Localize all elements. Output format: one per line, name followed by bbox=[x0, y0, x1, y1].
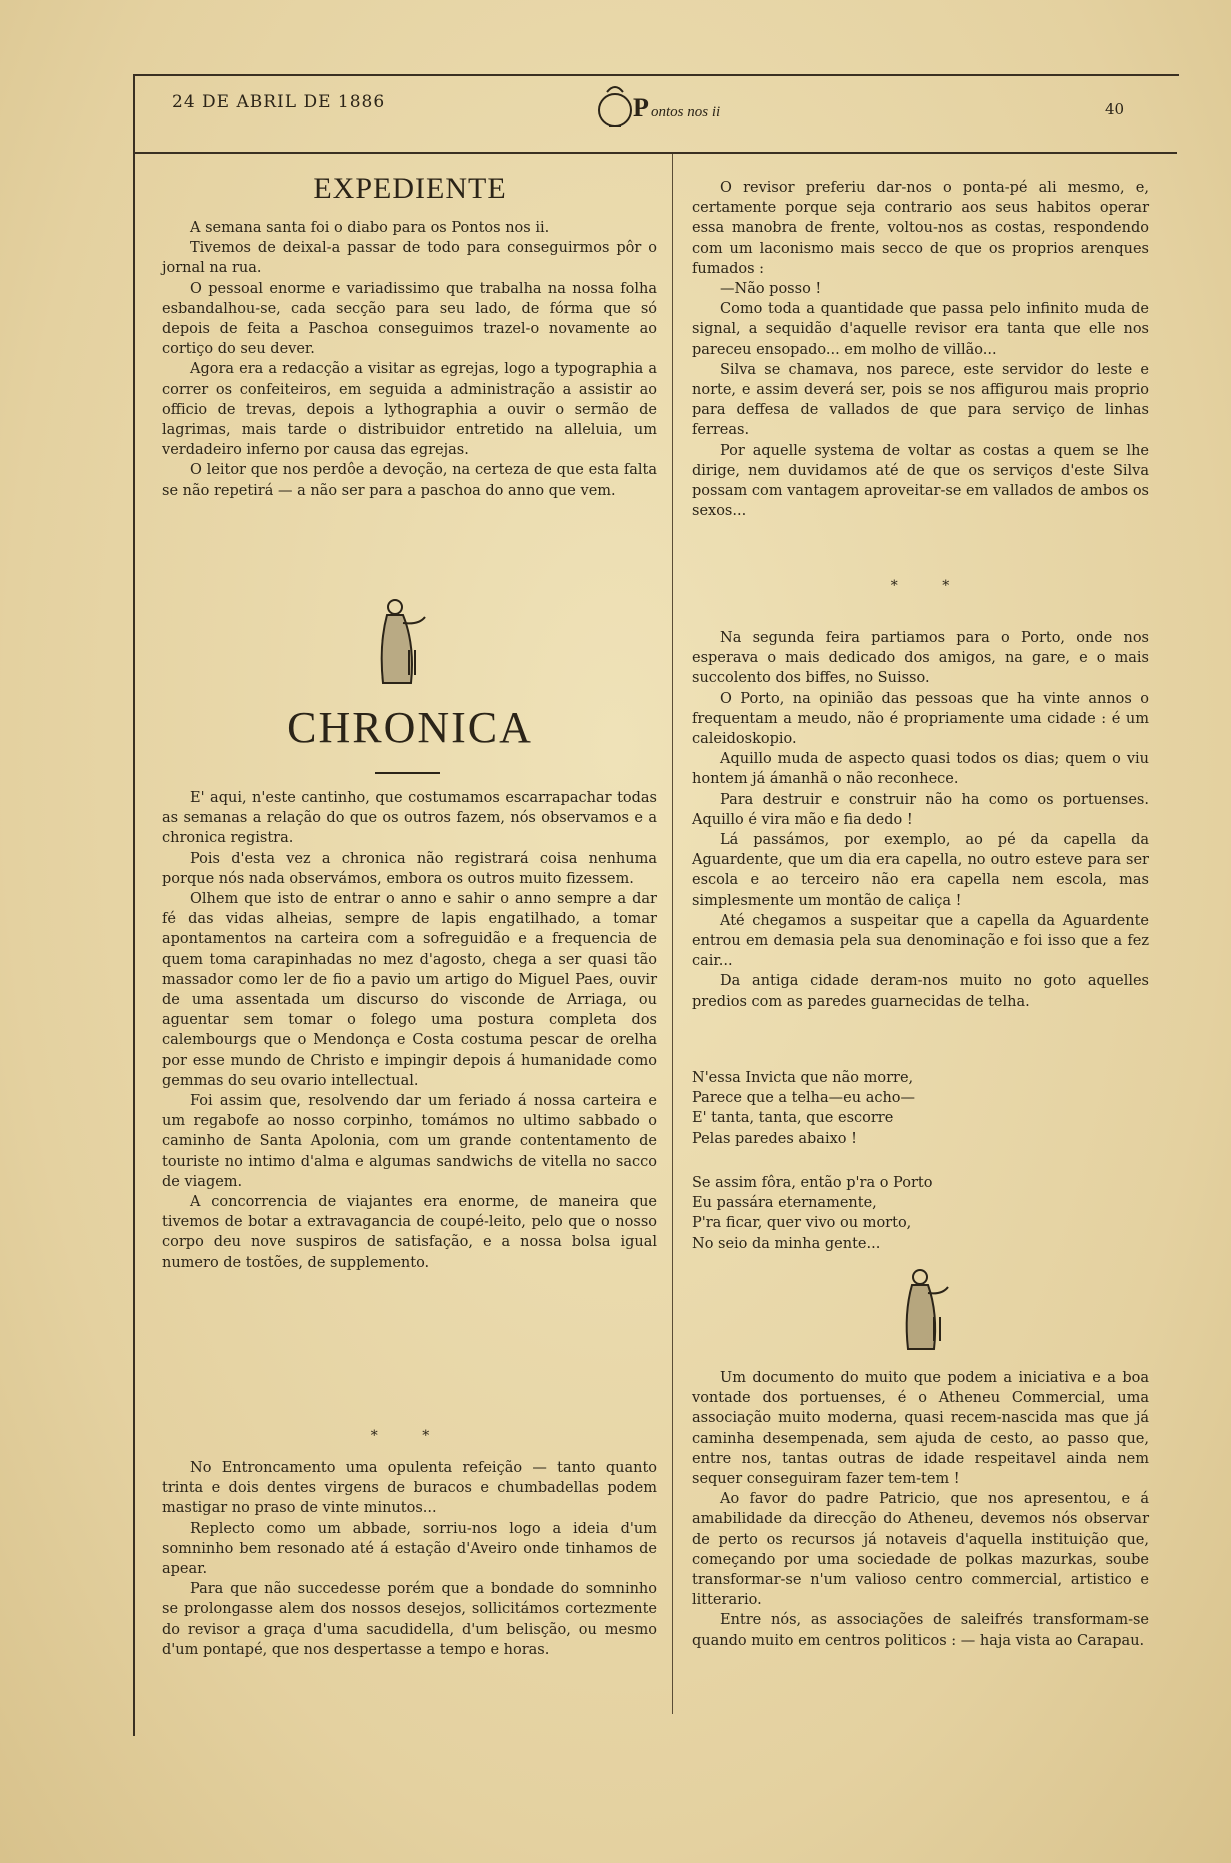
paragraph: Como toda a quantidade que passa pelo infinito muda de signal, a sequidão d'aquelle revisor era tanta que elle nos pareceu ensopado... em molho de villão... bbox=[692, 301, 1149, 358]
chronica-text-right-2 bbox=[692, 628, 1149, 1012]
cleric-figure-illustration-2 bbox=[890, 1265, 955, 1359]
verse-line: No seio da minha gente... bbox=[692, 1235, 881, 1252]
verse-line: N'essa Invicta que não morre, bbox=[692, 1070, 914, 1086]
verse-line: Se assim fôra, então p'ra o Porto bbox=[692, 1175, 933, 1191]
page-number: 40 bbox=[1105, 100, 1125, 118]
chronica-text-right bbox=[692, 178, 1149, 521]
paragraph: Pois d'esta vez a chronica não registrará coisa nenhuma porque nós nada observámos, embora os outros muito fizessem. bbox=[162, 850, 657, 887]
verse-line: Eu passára eternamente, bbox=[692, 1195, 877, 1212]
chronica-text-right-3 bbox=[692, 1368, 1149, 1651]
chronica-text-left bbox=[162, 788, 657, 1273]
paragraph: Para que não succedesse porém que a bondade do somninho se prolongasse alem dos nossos desejos, sollicitámos cortezmente do revisor a graça d'uma sacudidella, d'um belisção, ou mesmo d'um pontapé, que nos despertasse a tempo e horas. bbox=[162, 1581, 657, 1658]
paragraph: Ao favor do padre Patricio, que nos apresentou, e á amabilidade da direcção do Atheneu, devemos nós observar de perto os recursos já notaveis d'aquella instituição que, começando por uma sociedade de polkas mazurkas, soube transformar-se n'um valioso centro commercial, artistico e litterario. bbox=[692, 1491, 1149, 1609]
header-rule bbox=[133, 152, 1177, 154]
verse-line: E' tanta, tanta, que escorre bbox=[692, 1110, 894, 1127]
paragraph: Um documento do muito que podem a iniciativa e a boa vontade dos portuenses, é o Atheneu Commercial, uma associação muito moderna, quasi recem-nascida mas que já caminha desempenada, sem ajuda de cesto, ao passo que, entre nos, tantas outras de idade respeitavel ainda nem sequer conseguiram fazer tem-tem ! bbox=[692, 1370, 1149, 1488]
paragraph: —Não posso ! bbox=[720, 281, 822, 298]
section-stars-right: * * bbox=[890, 578, 970, 594]
svg-text:ontos nos ii: ontos nos ii bbox=[651, 104, 721, 120]
paragraph: O leitor que nos perdôe a devoção, na certeza de que esta falta se não repetirá — a não ser para a paschoa do anno que vem. bbox=[162, 462, 657, 499]
paragraph: Lá passámos, por exemplo, ao pé da capella da Aguardente, que um dia era capella, no outro esteve para ser escola e ao terceiro não era capella nem escola, mas simplesmente um montão de caliça ! bbox=[692, 832, 1149, 909]
paragraph: Foi assim que, resolvendo dar um feriado á nossa carteira e um regabofe ao nosso corpinho, tomámos no ultimo sabbado o caminho de Santa Apolonia, com um grande contentamento de touriste no intimo d'alma e algumas sandwichs de vitella no sacco de viagem. bbox=[162, 1093, 657, 1190]
section-stars: * * bbox=[370, 1428, 450, 1444]
paragraph: Silva se chamava, nos parece, este servidor do leste e norte, e assim deverá ser, pois se nos affigurou mais proprio para deffesa de vallados de que para serviço de linhas ferreas. bbox=[692, 361, 1149, 439]
paragraph: Entre nós, as associações de saleifrés transformam-se quando muito em centros politicos : — haja vista ao Carapau. bbox=[692, 1612, 1149, 1649]
verse-stanza-2 bbox=[692, 1173, 1149, 1254]
verse-line: Pelas paredes abaixo ! bbox=[692, 1130, 857, 1147]
paragraph: O Porto, na opinião das pessoas que ha vinte annos o frequentam a meudo, não é propriamente uma cidade : é um caleidoskopio. bbox=[692, 690, 1149, 748]
paragraph: Olhem que isto de entrar o anno e sahir o anno sempre a dar fé das vidas alheias, sempre de lapis engatilhado, a tomar apontamentos na carteira com a sofreguidão e a frequencia de quem toma carapinhadas no mez d'agosto, chega a ser quasi tão massador como ler de fio a pavio um artigo do Miguel Paes, ouvir de uma assentada um discurso do visconde de Arriaga, ou aguentar sem tomar o folego uma postura completa dos calembourgs que o Mendonça e Costa costuma pescar de orelha por esse mundo de Christo e impingir depois á humanidade como gemmas do seu ovario intellectual. bbox=[162, 891, 657, 1089]
paragraph: Da antiga cidade deram-nos muito no goto aquelles predios com as paredes guarnecidas de telha. bbox=[692, 973, 1149, 1010]
paragraph: Na segunda feira partiamos para o Porto, onde nos esperava o mais dedicado dos amigos, na gare, e o mais succolento dos biffes, no Suisso. bbox=[692, 630, 1149, 687]
cleric-figure-illustration bbox=[365, 595, 435, 694]
paragraph: A semana santa foi o diabo para os Pontos nos ii. bbox=[190, 220, 550, 236]
chronica-text-left-2 bbox=[162, 1458, 657, 1660]
paragraph: No Entroncamento uma opulenta refeição — tanto quanto trinta e dois dentes virgens de buracos e chumbadellas podem mastigar no praso de vinte minutos... bbox=[162, 1460, 657, 1517]
paragraph: Agora era a redacção a visitar as egrejas, logo a typographia a correr os confeiteiros, em seguida a administração a assistir ao officio de trevas, depois a lythographia a ouvir o sermão de lagrimas, mais tarde o distribuidor entretido na alleluia, um verdadeiro inferno por causa das egrejas. bbox=[162, 361, 657, 459]
paragraph: O revisor preferiu dar-nos o ponta-pé ali mesmo, e, certamente porque seja contrario aos seus habitos operar essa manobra de frente, voltou-nos as costas, respondendo com um laconismo mais secco de que os proprios arenques fumados : bbox=[692, 180, 1149, 277]
title-rule bbox=[375, 772, 440, 774]
expediente-title: EXPEDIENTE bbox=[313, 172, 507, 205]
paragraph: Tivemos de deixal-a passar de todo para conseguirmos pôr o jornal na rua. bbox=[162, 240, 657, 277]
column-divider bbox=[672, 154, 673, 1714]
paragraph: Para destruir e construir não ha como os portuenses. Aquillo é vira mão e fia dedo ! bbox=[692, 791, 1149, 828]
paragraph: O pessoal enorme e variadissimo que trabalha na nossa folha esbandalhou-se, cada secção para seu lado, de fórma que só depois de feita a Paschoa conseguimos trazel-o novamente ao cortiço do seu dever. bbox=[162, 280, 657, 358]
svg-text:P: P bbox=[633, 93, 649, 122]
issue-date: 24 DE ABRIL DE 1886 bbox=[172, 92, 386, 112]
paragraph: Aquillo muda de aspecto quasi todos os dias; quem o viu hontem já ámanhã o não reconhece. bbox=[692, 751, 1149, 788]
paragraph: Até chegamos a suspeitar que a capella da Aguardente entrou em demasia pela sua denominação e foi isso que a fez cair... bbox=[692, 912, 1149, 970]
chronica-title: CHRONICA bbox=[287, 703, 533, 752]
verse-stanza-1 bbox=[692, 1068, 1149, 1149]
paragraph: Por aquelle systema de voltar as costas a quem se lhe dirige, nem duvidamos até de que os serviços d'este Silva possam com vantagem aproveitar-se em vallados de ambos os sexos... bbox=[692, 442, 1149, 520]
paragraph: Replecto como um abbade, sorriu-nos logo a ideia d'um somninho bem resonado até á estação d'Aveiro onde tinhamos de apear. bbox=[162, 1520, 657, 1578]
paragraph: A concorrencia de viajantes era enorme, de maneira que tivemos de botar a extravagancia de coupé-leito, pelo que o nosso corpo deu nove suspiros de satisfação, e a nossa bolsa igual numero de tostões, de supplemento. bbox=[162, 1194, 657, 1271]
verse-line: Parece que a telha—eu acho— bbox=[692, 1090, 916, 1107]
paragraph: E' aqui, n'este cantinho, que costumamos escarrapachar todas as semanas a relação do que os outros fazem, nós observamos e a chronica registra. bbox=[162, 790, 657, 847]
verse-line: P'ra ficar, quer vivo ou morto, bbox=[692, 1215, 912, 1232]
masthead-logo bbox=[585, 78, 755, 138]
expediente-text bbox=[162, 218, 657, 501]
